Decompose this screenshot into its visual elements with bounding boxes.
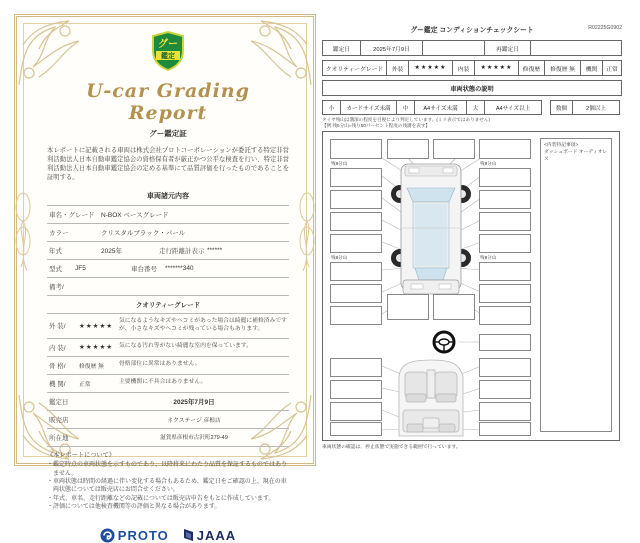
damage-note-box	[479, 262, 531, 281]
legend-small-label: 小	[323, 101, 341, 114]
about-section	[47, 452, 289, 512]
damage-note-box	[479, 306, 531, 325]
date-label: 鑑定日	[323, 41, 361, 55]
field-label: 車名・グレード	[49, 211, 95, 219]
grade-value: 修復歴 無	[79, 363, 104, 370]
condition-section-header: 車両状態の説明	[322, 80, 622, 96]
quality-grade-title: クオリティーグレード	[135, 301, 201, 309]
quality-grade-label: クオリティーグレード	[323, 61, 387, 75]
damage-note-box	[330, 168, 382, 187]
damage-note-box	[330, 284, 382, 303]
damage-note-box	[330, 234, 382, 253]
interior-note-box	[479, 422, 531, 436]
damage-note-box	[433, 294, 475, 320]
vehicle-condition-diagram	[322, 131, 620, 441]
table-row	[47, 393, 289, 411]
grade-row	[322, 60, 622, 76]
tire-note-line1: タイヤ残山は溝深の程度を目視により判定しています。(ミリ表示ではありません)	[322, 117, 490, 122]
interior-label: 内装	[453, 61, 475, 75]
interior-note-box	[330, 380, 382, 399]
grading-report-page	[14, 14, 316, 543]
field-label: カラー	[49, 229, 69, 237]
grade-value: 正常	[79, 381, 91, 388]
sheet-code: R02225G0902	[588, 25, 622, 31]
legend-large-value: A4サイズ以上	[495, 105, 531, 112]
interior-note-box	[479, 358, 531, 377]
damage-note-box	[479, 168, 531, 187]
damage-note-box	[330, 190, 382, 209]
field-value: 2025年	[101, 247, 122, 255]
proto-logo	[100, 528, 169, 543]
exterior-stars: ★★★★★	[409, 61, 453, 75]
table-row	[47, 260, 289, 278]
damage-note-box	[479, 190, 531, 209]
grade-description: 骨格部位に異常はありません。	[119, 361, 201, 368]
interior-note-box	[330, 358, 382, 377]
interior-note-box	[479, 334, 531, 351]
star-rating: ★★★★★	[79, 344, 114, 351]
table-row	[47, 411, 289, 429]
field-label: 備考/	[49, 283, 64, 291]
redate-value	[531, 41, 621, 55]
damage-note-box	[479, 212, 531, 231]
empty-cell	[423, 41, 485, 55]
field-label: 鑑定日	[49, 398, 69, 406]
emblem-top-text: グー	[158, 39, 178, 50]
field-value: 2025年7月9日	[173, 398, 215, 406]
repair-label: 修復歴	[519, 61, 545, 75]
ribbon-bow-icon	[13, 187, 39, 277]
about-item: ・ 車両状態は時間の経過に伴い変化する場合もあるため、鑑定日をご確認の上、現在の車両状態については販売店にお問合せください。	[47, 478, 289, 495]
damage-note-box	[330, 262, 382, 281]
damage-note-box	[387, 294, 429, 320]
interior-remarks-box	[540, 138, 612, 432]
grade-label: 機 関/	[49, 380, 66, 388]
table-row	[47, 429, 289, 447]
seal-label: グー鑑定証	[149, 129, 187, 138]
repair-value: 修復歴 無	[545, 61, 581, 75]
table-row	[47, 224, 289, 242]
about-item: ・ 年式、車名、走行距離などの記載については販売店申告をもとに作成しています。	[47, 495, 289, 503]
car-interior-view	[399, 360, 463, 436]
about-item: ・ 鑑定時点の車両状態を示すものであり、以降将来にわたり品質を保証するものではありません。	[47, 461, 289, 478]
intro-paragraph: 本レポートに記載される車両は株式会社プロトコーポレーションが委託する特定非営利活動法人日本自動車鑑定協会の資格保有者が厳正かつ公平な検査を行い、特定非営利活動法人日本自動車鑑定協会の定める基準にて品質評価を行ったものであることを証明する。	[47, 147, 289, 182]
exterior-label: 外装	[387, 61, 409, 75]
field-label: 販売店	[49, 416, 69, 424]
interior-note-box	[479, 402, 531, 421]
redate-label: 再鑑定日	[485, 41, 531, 55]
field-value: 滋賀県彦根市古沢町279-49	[160, 435, 228, 441]
field-label: 年式	[49, 247, 62, 255]
tire-tread-label: 残9分山	[331, 160, 348, 166]
ribbon-bow-icon	[291, 187, 317, 277]
condition-sheet-page	[322, 24, 622, 454]
date-row	[322, 40, 622, 56]
about-header: 《本レポートについて》	[47, 451, 115, 459]
legend-large-label: 大	[467, 101, 485, 114]
star-rating: ★★★★★	[79, 322, 114, 330]
legend-mid-value: A4サイズ未満	[415, 101, 467, 114]
engine-label: 機関	[581, 61, 603, 75]
field-value: JF5	[75, 264, 86, 272]
interior-note-box	[479, 380, 531, 399]
legend-count-value: 2個以上	[586, 105, 606, 112]
damage-note-box	[479, 284, 531, 303]
table-row	[47, 278, 289, 296]
field-label: 車台番号	[131, 265, 157, 273]
field-value: ネクステージ 彦根店	[167, 417, 221, 424]
grade-description: 気になる汚れ等がない綺麗な室内を保っています。	[119, 343, 252, 350]
steering-wheel-icon	[434, 332, 454, 352]
field-value: ******	[207, 246, 223, 254]
tire-tread-label: 残9分山	[331, 254, 348, 260]
grade-description: 気になるようなキズやヘコミがあった場合は綺麗に補修済みですが、小さなキズやヘコミが残っている場合もあります。	[119, 317, 287, 332]
tire-tread-label: 残9分山	[480, 160, 497, 166]
footer-logos	[47, 528, 289, 543]
damage-note-box	[330, 139, 382, 159]
damage-note-box	[479, 139, 531, 159]
spec-table	[47, 205, 289, 447]
interior-remarks-body: ダッシュボード オーディオレス	[544, 150, 608, 163]
table-row	[47, 375, 289, 393]
field-value: クリスタルブラック・パール	[101, 229, 186, 237]
jaaa-logo-text: JAAA	[196, 527, 237, 543]
field-label: 所在地	[49, 434, 69, 442]
inspection-scope-note: 車両状態の確認は、停止状態で実施できる範囲で行っています。	[322, 444, 461, 450]
jaaa-logo	[183, 528, 236, 543]
legend-mid-label: 中	[397, 101, 415, 114]
interior-note-box	[330, 422, 382, 436]
goo-kantei-emblem	[47, 31, 289, 76]
grade-description: 主要機関に不具合はありません。	[119, 379, 207, 386]
interior-remarks-title: <内装特記事項>	[544, 142, 579, 148]
grade-label: 内 装/	[49, 344, 66, 352]
table-row	[47, 339, 289, 357]
date-value: 2025年7月9日	[361, 41, 423, 55]
proto-mark-icon	[100, 528, 115, 543]
table-row	[47, 242, 289, 260]
about-item: ・ 評価については他検査機関等の評価と異なる場合があります。	[47, 503, 289, 511]
legend-count-label: 数個	[551, 101, 573, 114]
field-label: 型式	[49, 265, 62, 273]
emblem-bottom-text: 鑑定	[161, 53, 175, 60]
field-value: *******340	[165, 264, 194, 272]
field-value: N-BOX ベースグレード	[101, 211, 169, 219]
grade-label: 骨 格/	[49, 362, 66, 370]
proto-logo-text: PROTO	[117, 527, 169, 543]
damage-note-box	[330, 306, 382, 325]
jaaa-mark-icon	[183, 528, 194, 542]
field-label: 走行距離計表示	[159, 247, 205, 255]
sheet-title: グー鑑定 コンディションチェックシート	[410, 27, 534, 34]
damage-note-box	[330, 212, 382, 231]
interior-stars: ★★★★★	[475, 61, 519, 75]
legend-small-value: カードサイズ未満	[341, 101, 397, 114]
table-row	[47, 206, 289, 224]
tire-tread-label: 残9分山	[480, 254, 497, 260]
quality-grade-header	[47, 296, 289, 314]
interior-note-box	[330, 402, 382, 421]
spec-header: 車両諸元内容	[147, 192, 189, 200]
tire-note-line2: 【例:残5分山=残り50パーセント程度の残溝を表す】	[322, 122, 431, 128]
damage-note-box	[433, 139, 475, 159]
damage-note-box	[387, 139, 429, 159]
car-top-view	[391, 164, 471, 294]
report-title: U-car Grading Report	[86, 80, 250, 124]
damage-note-box	[479, 234, 531, 253]
table-row	[47, 314, 289, 339]
table-row	[47, 357, 289, 375]
grade-label: 外 装/	[49, 323, 66, 330]
size-legend-row	[322, 100, 622, 115]
engine-value: 正常	[606, 66, 618, 73]
